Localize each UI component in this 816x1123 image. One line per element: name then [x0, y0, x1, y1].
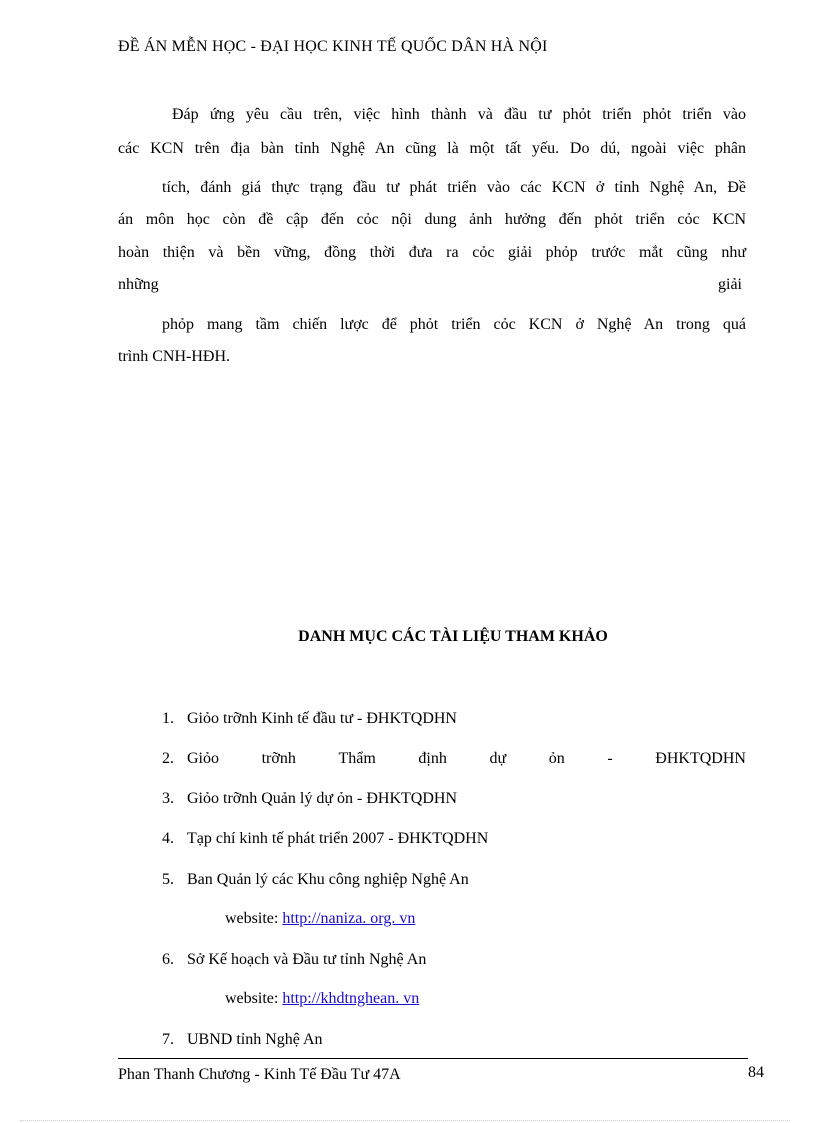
body-line-5: hoàn thiện và bền vững, đồng thời đưa ra cỏc giải phỏp trước mắt cũng như [118, 244, 746, 261]
reference-number: 2. [162, 750, 174, 767]
page-number: 84 [748, 1064, 764, 1081]
body-line-8: trình CNH-HĐH. [118, 348, 230, 365]
reference-number: 1. [162, 710, 174, 727]
reference-text-justified [187, 750, 746, 768]
body-line-7: phỏp mang tầm chiến lược để phỏt triển cỏc KCN ở Nghệ An trong quá [162, 316, 746, 333]
page-edge-divider [20, 1120, 790, 1121]
reference-word: Giỏo [187, 750, 219, 767]
reference-text: Giỏo trỡnh Quản lý dự ỏn - ĐHKTQDHN [187, 790, 457, 807]
reference-number: 6. [162, 951, 174, 968]
website-link[interactable]: http://naniza. org. vn [282, 910, 416, 927]
footer-divider [118, 1058, 748, 1059]
reference-item-1 [162, 710, 457, 728]
reference-website-6 [225, 990, 419, 1008]
reference-text: Sở Kế hoạch và Đầu tư tỉnh Nghệ An [187, 951, 427, 968]
website-label: website: [225, 990, 279, 1007]
reference-word: - [607, 750, 613, 767]
website-link[interactable]: http://khdtnghean. vn [282, 990, 420, 1007]
reference-item-4 [162, 830, 488, 848]
reference-item-2 [162, 750, 187, 768]
reference-word: ĐHKTQDHN [655, 750, 746, 767]
reference-number: 3. [162, 790, 174, 807]
references-title: DANH MỤC CÁC TÀI LIỆU THAM KHẢO [298, 628, 608, 645]
reference-text: UBND tỉnh Nghệ An [187, 1031, 323, 1048]
website-label: website: [225, 910, 279, 927]
body-line-6-left: những [118, 276, 159, 293]
body-line-4: án môn học còn đề cập đến cỏc nội dung ảnh hưởng đến phỏt triển cỏc KCN [118, 211, 746, 228]
reference-text: Tạp chí kinh tế phát triển 2007 - ĐHKTQDHN [187, 830, 489, 847]
reference-number: 4. [162, 830, 174, 847]
reference-item-3 [162, 790, 457, 808]
reference-number: 7. [162, 1031, 174, 1048]
page-header: ĐỀ ÁN MỄN HỌC - ĐẠI HỌC KINH TẾ QUỐC DÂN HÀ NỘI [118, 38, 548, 55]
reference-item-7 [162, 1031, 323, 1049]
body-line-1: Đáp ứng yêu cầu trên, việc hình thành và đầu tư phỏt triển phỏt triển vào [172, 106, 746, 123]
reference-number: 5. [162, 871, 174, 888]
body-line-2: các KCN trên địa bàn tỉnh Nghệ An cũng là một tất yếu. Do dú, ngoài việc phân [118, 140, 746, 157]
reference-word: định [418, 750, 447, 767]
footer-author: Phan Thanh Chương - Kinh Tế Đầu Tư 47A [118, 1066, 401, 1083]
reference-text: Ban Quản lý các Khu công nghiệp Nghệ An [187, 871, 469, 888]
reference-word: trỡnh [261, 750, 296, 767]
reference-word: ỏn [548, 750, 565, 767]
reference-item-6 [162, 951, 426, 969]
reference-word: dự [489, 750, 507, 767]
body-line-3: tích, đánh giá thực trạng đầu tư phát triển vào các KCN ở tỉnh Nghệ An, Đề [162, 179, 746, 196]
body-line-6-right: giải [718, 276, 742, 293]
reference-text: Giỏo trỡnh Kinh tế đầu tư - ĐHKTQDHN [187, 710, 457, 727]
reference-website-5 [225, 910, 415, 928]
reference-item-5 [162, 871, 469, 889]
reference-word: Thẩm [338, 750, 376, 767]
